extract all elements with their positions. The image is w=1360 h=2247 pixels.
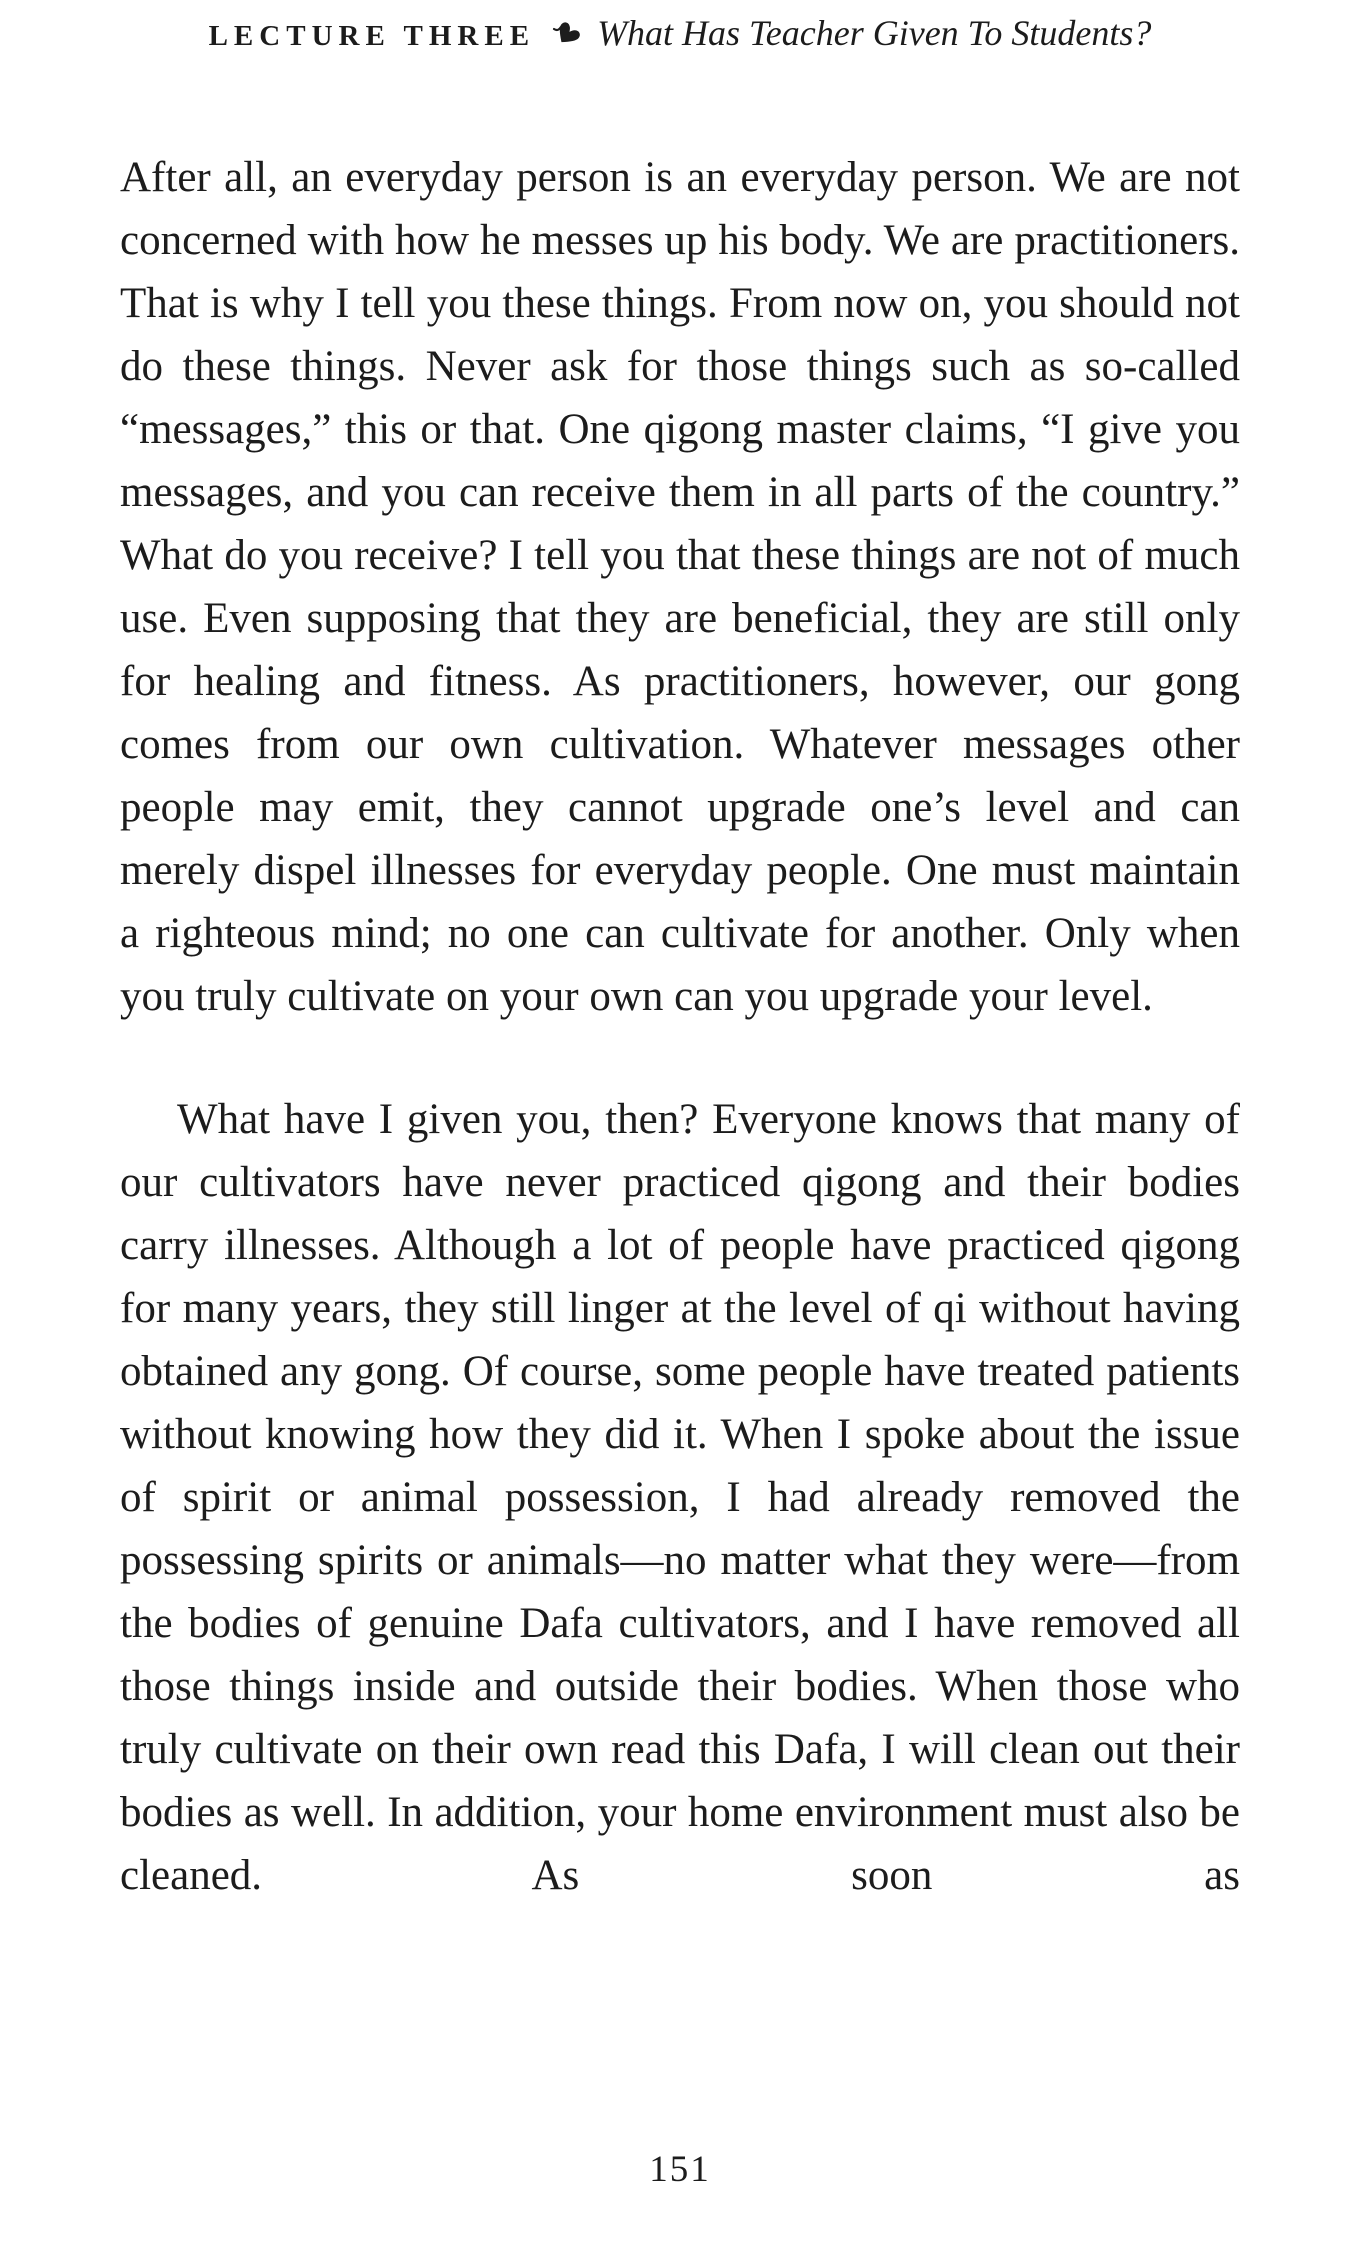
body-text-block xyxy=(120,146,1240,2121)
chapter-title: What Has Teacher Given To Students? xyxy=(597,13,1152,53)
running-header xyxy=(0,12,1360,54)
paragraph-1: After all, an everyday person is an everyday person. We are not concerned with how he messes up his body. We are practitioners. That is why I tell you these things. From now on, you should not do these things. Never ask for those things such as so-called “messages,” this or that. One qigong master claims, “I give you messages, and you can receive them in all parts of the country.” What do you receive? I tell you that these things are not of much use. Even supposing that they are beneficial, they are still only for healing and fitness. As practitioners, however, our gong comes from our own cultivation. Whatever messages other people may emit, they cannot upgrade one’s level and can merely dispel illnesses for everyday people. One must maintain a righteous mind; no one can cultivate for another. Only when you truly cultivate on your own can you upgrade your level. xyxy=(120,154,1240,1020)
page-number: 151 xyxy=(649,2149,711,2190)
paragraph-2: What have I given you, then? Everyone knows that many of our cultivators have never practiced qigong and their bodies carry illnesses. Although a lot of people have practiced qigong for many years, they still linger at the level of qi without having obtained any gong. Of course, some people have treated patients without knowing how they did it. When I spoke about the issue of spirit or animal possession, I had already removed the possessing spirits or animals—no matter what they were—from the bodies of genuine Dafa cultivators, and I have removed all those things inside and outside their bodies. When those who truly cultivate on their own read this Dafa, I will clean out their bodies as well. In addition, your home environment must also be cleaned. As soon as xyxy=(120,1096,1240,1899)
hedera-leaf-ornament-icon xyxy=(551,21,581,52)
lecture-label: LECTURE THREE xyxy=(208,20,536,52)
